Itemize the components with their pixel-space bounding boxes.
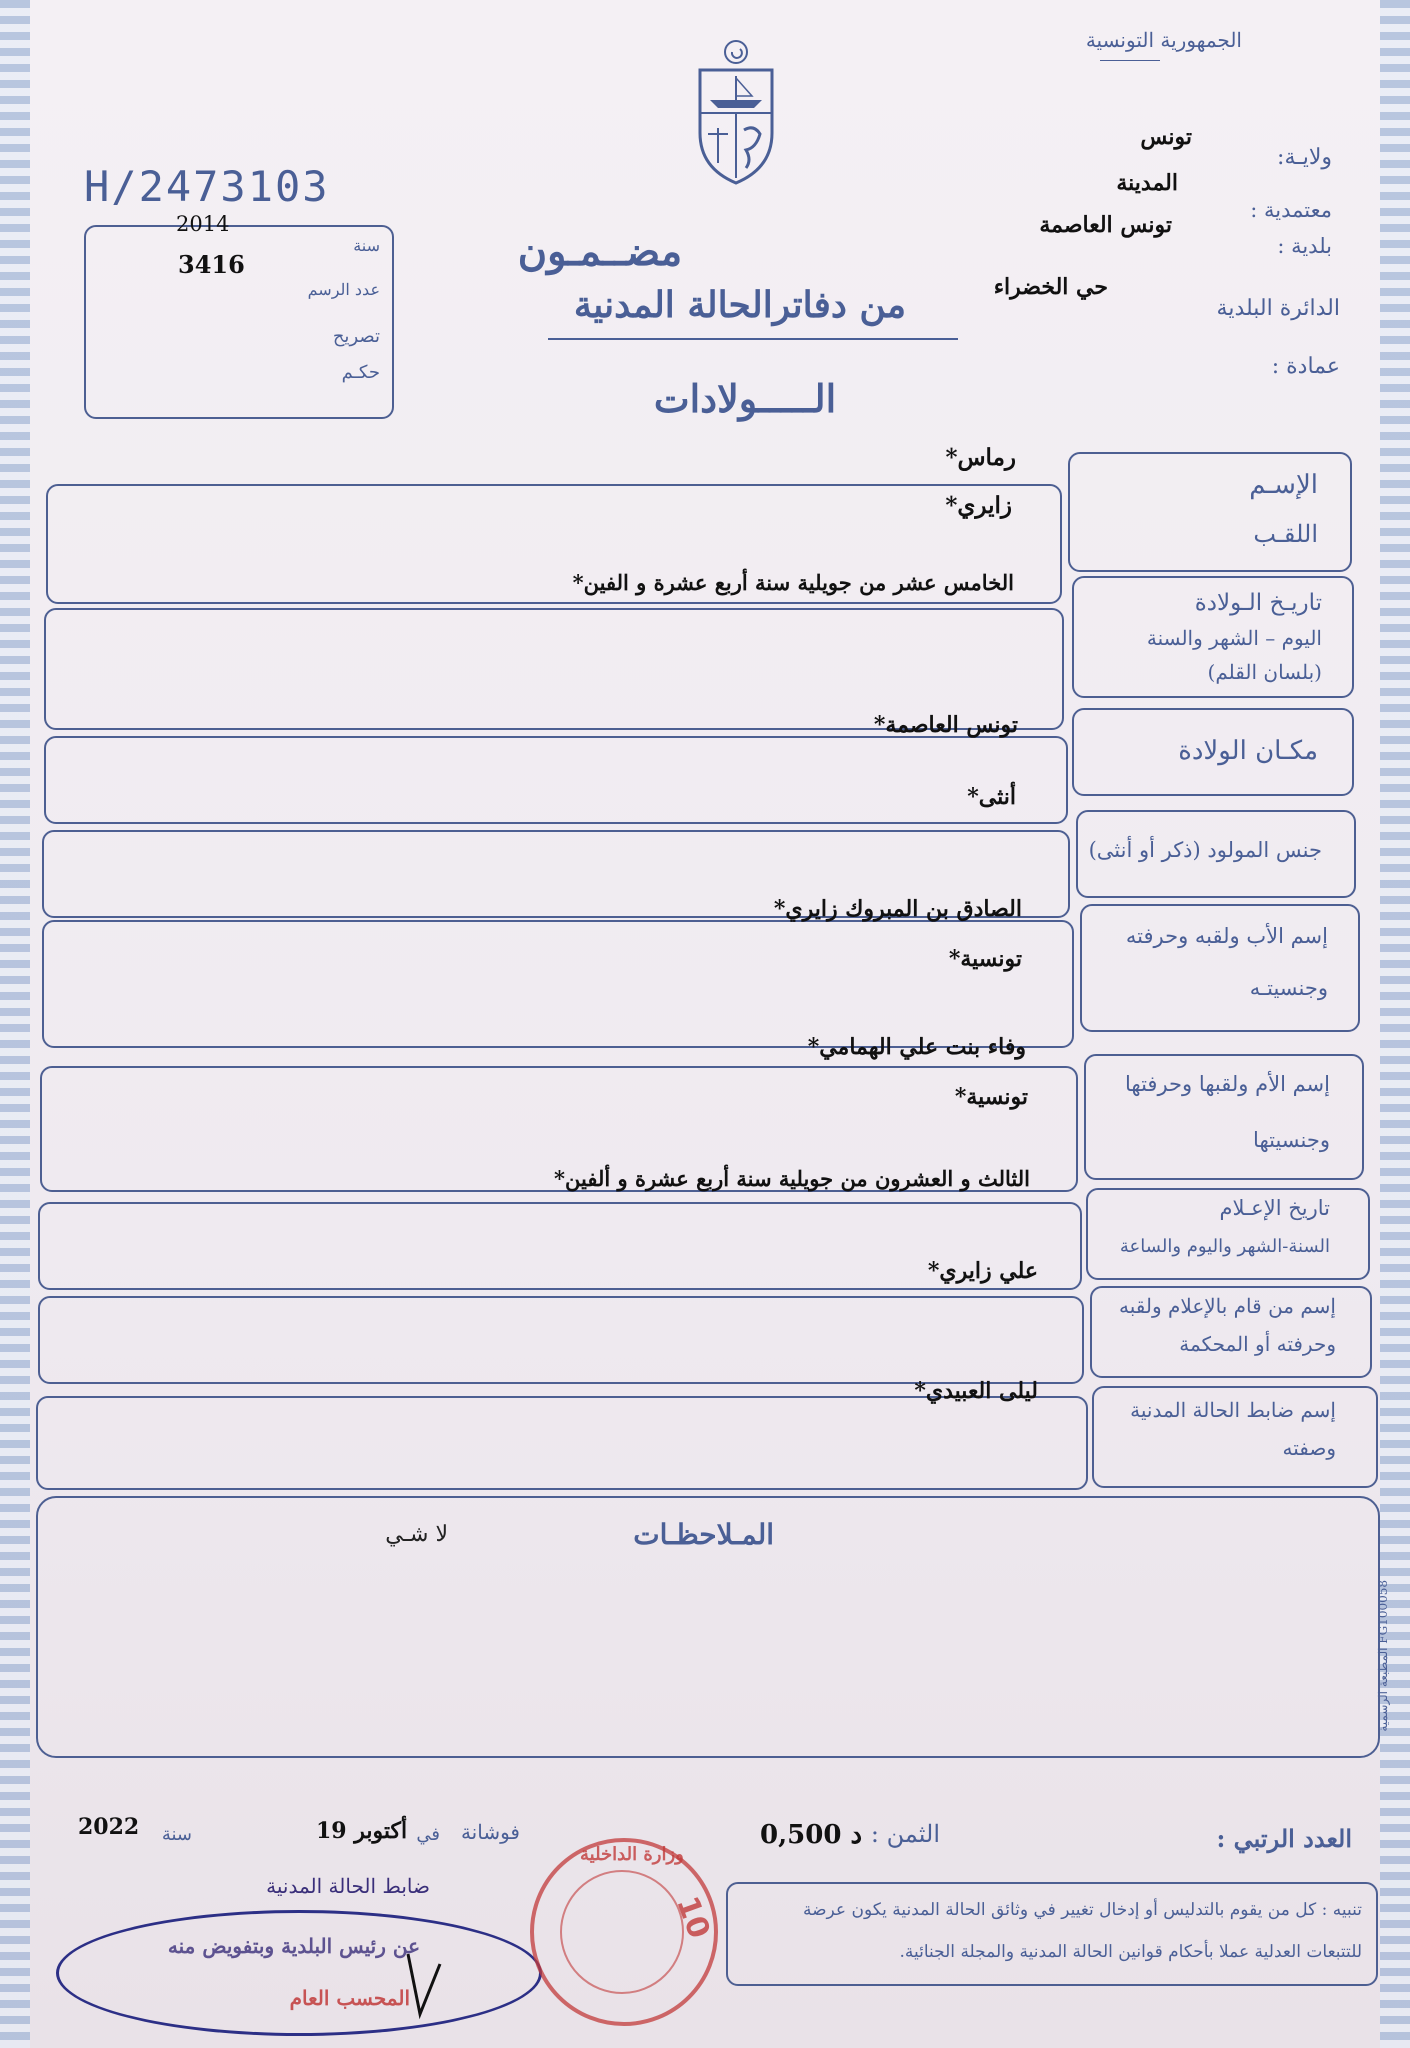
mother-label-1: إسم الأم ولقبها وحرفتها [1125, 1072, 1330, 1096]
wilaya-value: تونس [1140, 124, 1192, 150]
father-value-1: الصادق بن المبروك زايري* [773, 896, 1022, 922]
wilaya-label: ولايـة: [1277, 145, 1332, 170]
warning-line-1: تنبيه : كل من يقوم بالتدليس أو إدخال تغيير في وثائق الحالة المدنية يكون عرضة [803, 1900, 1362, 1920]
document-title: مضــمـون [517, 228, 683, 275]
record-year-label: سنة [353, 236, 380, 255]
serial-label: العدد الرتبي : [1216, 1824, 1352, 1853]
informant-label-2: وحرفته أو المحكمة [1179, 1332, 1336, 1356]
notice-date-label-1: تاريخ الإعـلام [1219, 1196, 1330, 1220]
baladiya-value: تونس العاصمة [1039, 212, 1172, 238]
father-label-1: إسم الأب ولقبه وحرفته [1125, 924, 1328, 948]
father-label-2: وجنسيتـه [1249, 976, 1328, 1000]
daira-value: حي الخضراء [993, 274, 1108, 300]
mother-value-1: وفاء بنت علي الهمامي* [807, 1034, 1026, 1060]
father-value-box [42, 920, 1074, 1048]
signature-stroke-icon [400, 1944, 450, 2034]
officer-label-2: وصفته [1282, 1436, 1336, 1460]
record-year-value: 2014 [176, 212, 230, 236]
act-number-label: عدد الرسم [307, 280, 380, 299]
sex-value: أنثى* [967, 784, 1016, 810]
round-stamp-number: 10 [669, 1891, 717, 1944]
surname-value: زايري* [945, 492, 1012, 519]
omada-label: عمادة : [1271, 354, 1340, 379]
act-number-value: 3416 [178, 250, 245, 279]
republic-heading: الجمهورية التونسية [1085, 28, 1242, 52]
officer-value: ليلى العبيدي* [914, 1378, 1038, 1404]
issue-year: 2022 [78, 1814, 140, 1840]
price-label: الثمن : [870, 1820, 940, 1848]
declaration-label: تصريح [332, 326, 380, 347]
remarks-label: المـلاحظـات [633, 1518, 774, 1551]
birth-date-value: الخامس عشر من جويلية سنة أربع عشرة و الفين* [572, 570, 1014, 595]
remarks-value: لا شـي [385, 1522, 448, 1547]
baladiya-label: بلدية : [1277, 234, 1332, 258]
issue-on-label: في [416, 1824, 440, 1845]
birth-place-value-box [44, 736, 1068, 824]
right-security-border [1380, 0, 1410, 2048]
notice-date-value-box [38, 1202, 1082, 1290]
informant-label-1: إسم من قام بالإعلام ولقبه [1119, 1294, 1336, 1318]
officer-value-box [36, 1396, 1088, 1490]
birth-place-value: تونس العاصمة* [873, 712, 1018, 738]
round-stamp-inner [560, 1870, 684, 1994]
birth-date-label-3: (بلسان القلم) [1207, 660, 1322, 684]
name-value: رماس* [945, 444, 1016, 471]
notice-date-label-2: السنة-الشهر واليوم والساعة [1119, 1236, 1330, 1257]
stamp-title-text: المحسب العام [289, 1986, 410, 2010]
round-stamp-text: وزارة الداخلية [580, 1844, 684, 1865]
officer-label-1: إسم ضابط الحالة المدنية [1130, 1398, 1336, 1422]
birth-date-label-2: اليوم – الشهر والسنة [1146, 626, 1322, 650]
name-label: الإسـم [1249, 470, 1318, 500]
heading-rule [1100, 60, 1160, 61]
mutamadiya-value: المدينة [1116, 170, 1178, 196]
subtitle-underline [548, 338, 958, 340]
issue-date: 19 أكتوبر [316, 1818, 408, 1844]
surname-label: اللقـب [1253, 520, 1318, 548]
mutamadiya-label: معتمدية : [1250, 198, 1332, 222]
delegation-stamp-text: عن رئيس البلدية وبتفويض منه [167, 1934, 420, 1958]
notice-date-value: الثالث و العشرون من جويلية سنة أربع عشرة و ألفين* [554, 1166, 1030, 1191]
issue-place: فوشانة [460, 1820, 520, 1844]
birth-date-label-1: تاريـخ الـولادة [1194, 590, 1322, 616]
father-value-2: تونسية* [948, 946, 1022, 972]
daira-label: الدائرة البلدية [1216, 296, 1340, 321]
signature-loop [56, 1910, 542, 2036]
printer-side-mark: المطبعة الرسمية FG100058 [1376, 1580, 1390, 1732]
informant-value: علي زايري* [927, 1258, 1038, 1284]
judgment-label: حكـم [341, 362, 380, 383]
issue-year-label: سنة [161, 1824, 192, 1845]
price-value: 0,500 د [760, 1820, 863, 1850]
warning-box [726, 1882, 1378, 1986]
informant-value-box [38, 1296, 1084, 1384]
mother-label-2: وجنسيتها [1253, 1128, 1330, 1152]
tunisia-coat-of-arms-icon [686, 38, 786, 188]
document-subtitle: من دفاترالحالة المدنية [573, 284, 907, 326]
section-title: الـــــولادات [653, 376, 837, 421]
sex-label: جنس المولود (ذكر أو أنثى) [1088, 838, 1322, 862]
warning-line-2: للتتبعات العدلية عملا بأحكام قوانين الحالة المدنية والمجلة الجنائية. [899, 1942, 1362, 1962]
serial-number: H/2473103 [84, 162, 330, 211]
officer-title: ضابط الحالة المدنية [266, 1874, 430, 1898]
birth-place-label: مكـان الولادة [1178, 736, 1318, 766]
mother-value-2: تونسية* [954, 1084, 1028, 1110]
left-security-border [0, 0, 30, 2048]
